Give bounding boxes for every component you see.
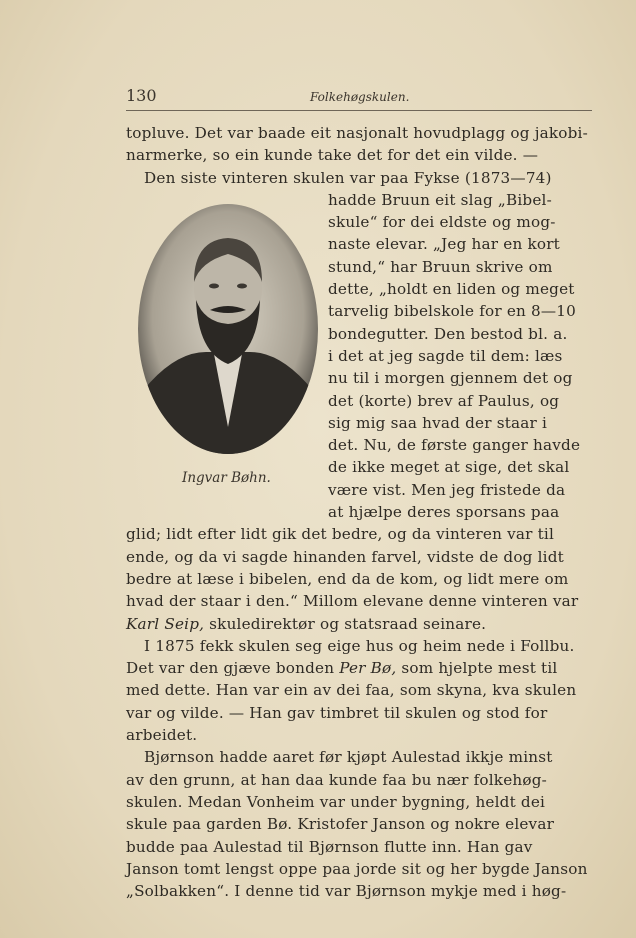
running-title: Folkehøgskulen. [310,90,410,104]
text-line: ende, og da vi sagde hinanden farvel, vidste de dog lidt [126,547,564,566]
text-line: i det at jeg sagde til dem: læs [328,346,563,365]
text-line: bondegutter. Den bestod bl. a. [328,324,568,343]
text-line [126,657,594,679]
text-line: hvad der staar i den.“ Millom elevane denne vinteren var [126,592,579,611]
text-line: Den siste vinteren skulen var paa Fykse (1873—74) [144,168,552,187]
text-line: med dette. Han var ein av dei faa, som skyna, kva skulen [126,681,577,700]
text-line: arbeidet. [126,726,198,745]
text-line: tarvelig bibelskole for en 8—10 [328,302,577,321]
text-line: „Solbakken“. I denne tid var Bjørnson mykje med i høg- [126,882,567,901]
text-fragment: som hjelpte mest til [396,659,558,678]
text-line: glid; lidt efter lidt gik det bedre, og da vinteren var til [126,525,555,544]
text-line: skulen. Medan Vonheim var under bygning, heldt dei [126,792,546,811]
text-line: skule paa garden Bø. Kristofer Janson og nokre elevar [126,815,555,834]
text-line: var og vilde. — Han gav timbret til skulen og stod for [126,703,548,722]
page-header [126,86,592,111]
text-line: skule“ for dei eldste og mog- [328,213,556,232]
text-line: sig mig saa hvad der staar i [328,413,548,432]
text-line: være vist. Men jeg fristede da [328,480,566,499]
text-line: budde paa Aulestad til Bjørnson flutte inn. Han gav [126,837,533,856]
text-line: narmerke, so ein kunde take det for det ein vilde. — [126,146,539,165]
text-fragment: Det var den gjæve bonden [126,659,340,678]
text-line: stund,“ har Bruun skrive om [328,257,553,276]
text-line: Bjørnson hadde aaret før kjøpt Aulestad ikkje minst [144,748,553,767]
text-line: topluve. Det var baade eit nasjonalt hovudplagg og jakobi- [126,124,588,142]
page-number: 130 [126,86,157,105]
text-line: I 1875 fekk skulen seg eige hus og heim nede i Follbu. [144,636,575,655]
text-line: naste elevar. „Jeg har en kort [328,235,560,254]
text-line: hadde Bruun eit slag „Bibel- [328,190,552,209]
text-line: bedre at læse i bibelen, end da de kom, og lidt mere om [126,569,569,588]
text-line [126,613,594,635]
text-line: det. Nu, de første ganger havde [328,436,581,455]
text-line: Janson tomt lengst oppe paa jorde sit og her bygde Janson [126,859,588,878]
text-line: de ikke meget at sige, det skal [328,458,570,477]
name-karl-seip: Karl Seip, [126,614,205,633]
body-text [126,122,594,902]
text-fragment: skuledirektør og statsraad seinare. [204,614,487,633]
text-line: at hjælpe deres sporsans paa [328,503,560,522]
text-line: nu til i morgen gjennem det og [328,369,573,388]
name-per-bo: Per Bø, [339,659,397,678]
text-line: det (korte) brev af Paulus, og [328,391,560,410]
text-line: av den grunn, at han daa kunde faa bu nær folkehøg- [126,770,547,789]
text-line: dette, „holdt en liden og meget [328,280,575,299]
portrait-caption: Ingvar Bøhn. [182,470,271,486]
